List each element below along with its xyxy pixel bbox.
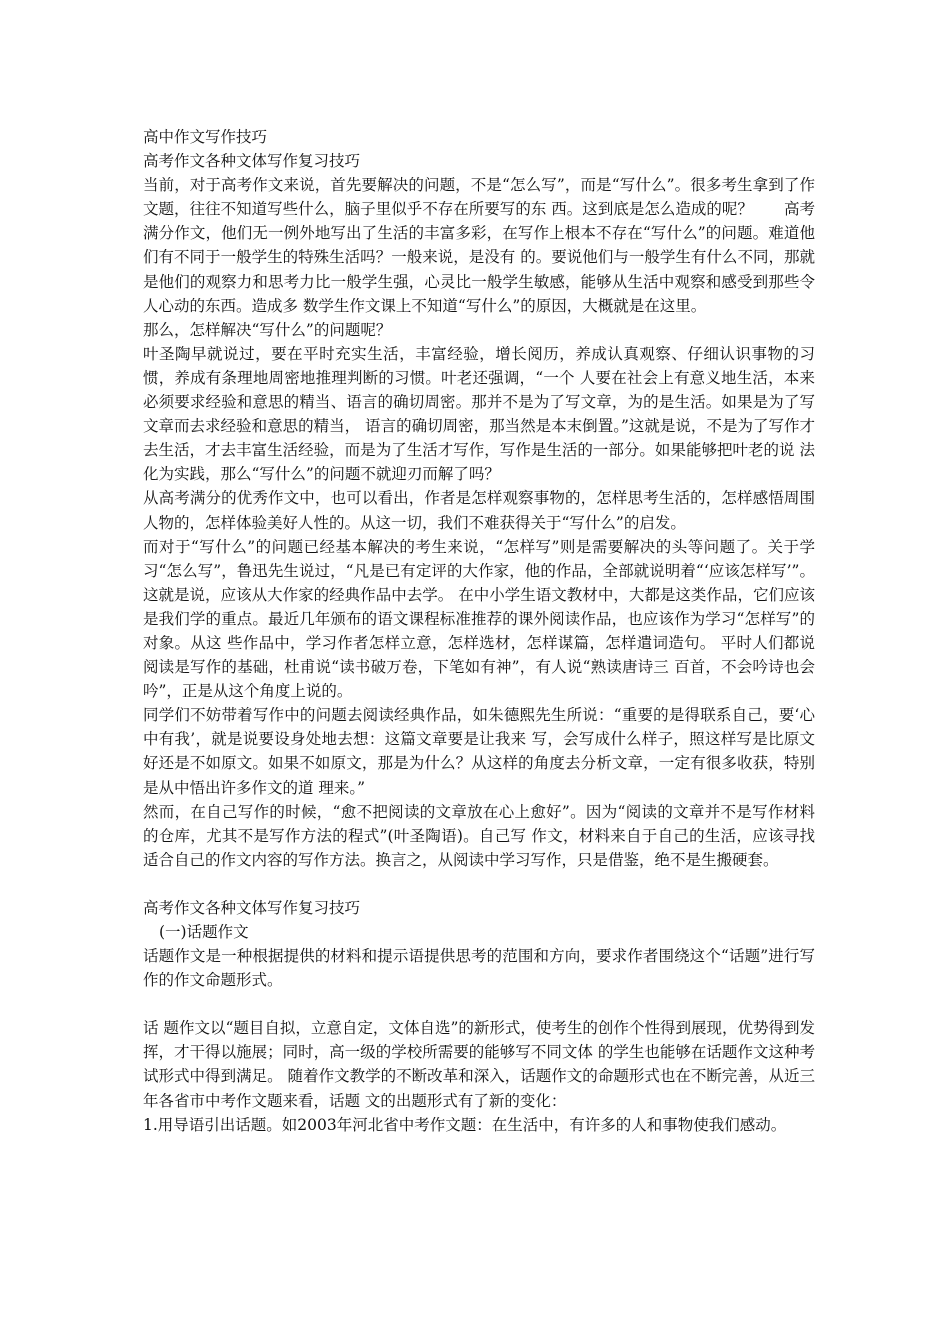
paragraph-2: 那么，怎样解决“写什么”的问题呢？ — [143, 320, 392, 339]
paragraph-7: 然而，在自己写作的时候，“愈不把阅读的文章放在心上愈好”。因为“阅读的文章并不是写作材料的仓库，尤其不是写作方法的程式”(叶圣陶语)。自己写 作文，材料来自于自己的生活，应该寻找适合自己的作文内容的写作方法。换言之，从阅读中学习写作，只是借鉴，绝不是生搬硬套。 — [143, 802, 815, 869]
paragraph-4: 从高考满分的优秀作文中，也可以看出，作者是怎样观察事物的，怎样思考生活的，怎样感悟周围人物的，怎样体验美好人性的。从这一切，我们不难获得关于“写什么”的启发。 — [143, 489, 815, 532]
paragraph-1: 当前，对于高考作文来说，首先要解决的问题，不是“怎么写”，而是“写什么”。很多考生拿到了作文题，往往不知道写些什么，脑子里似乎不存在所要写的东 西。这到底是怎么造成的呢？ 高考满分作文，他们无一例外地写出了生活的丰富多彩，在写作上根本不存在“写什么”的问题。难道他们有不同于一般学生的特殊生活吗？一般来说，是没有 的。要说他们与一般学生有什么不同，那就是他们的观察力和思考力比一般学生强，心灵比一般学生敏感，能够从生活中观察和感受到那些令人心动的东西。造成多 数学生作文课上不知道“写什么”的原因，大概就是在这里。 — [143, 176, 815, 315]
section2-paragraph-3: 1.用导语引出话题。如2003年河北省中考作文题：在生活中，有许多的人和事物使我们感动。 — [143, 1115, 787, 1134]
paragraph-6: 同学们不妨带着写作中的问题去阅读经典作品，如朱德熙先生所说：“重要的是得联系自己，要‘心中有我’，就是说要设身处地去想：这篇文章要是让我来 写，会写成什么样子，照这样写是比原文好还是不如原文。如果不如原文，那是为什么？从这样的角度去分析文章，一定有很多收获，特别是从中悟出许多作文的道 理来。” — [143, 706, 815, 797]
paragraph-3: 叶圣陶早就说过，要在平时充实生活，丰富经验，增长阅历，养成认真观察、仔细认识事物的习惯，养成有条理地周密地推理判断的习惯。叶老还强调，“一个 人要在社会上有意义地生活，本来必须要求经验和意思的精当、语言的确切周密。那并不是为了写文章，为的是生活。如果是为了写文章而去求经验和意思的精当， 语言的确切周密，那当然是本末倒置。”这就是说，不是为了写作才去生活，才去丰富生活经验，而是为了生活才写作，写作是生活的一部分。如果能够把叶老的说 法化为实践，那么“写什么”的问题不就迎刃而解了吗？ — [143, 344, 815, 484]
subsection-title: (一)话题作文 — [159, 923, 249, 941]
section2-title: 高考作文各种文体写作复习技巧 — [143, 898, 361, 917]
section2-paragraph-1: 话题作文是一种根据提供的材料和提示语提供思考的范围和方向，要求作者围绕这个“话题”进行写作的作文命题形式。 — [143, 947, 815, 990]
section2-paragraph-gap — [143, 992, 815, 1016]
section-title: 高考作文各种文体写作复习技巧 — [143, 152, 361, 171]
paragraph-5: 而对于“写什么”的问题已经基本解决的考生来说，“怎样写”则是需要解决的头等问题了。关于学习“怎么写”，鲁迅先生说过，“凡是已有定评的大作家，他的作品，全部就说明着“‘应该怎样写’”。这就是说，应该从大作家的经典作品中去学。 在中小学生语文教材中，大都是这类作品，它们应该是我们学的重点。最近几年颁布的语文课程标准推荐的课外阅读作品，也应该作为学习“怎样写”的对象。从这 些作品中，学习作者怎样立意，怎样选材，怎样谋篇，怎样遣词造句。 平时人们都说阅读是写作的基础，杜甫说“读书破万卷，下笔如有神”，有人说“熟读唐诗三 百首，不会吟诗也会吟”，正是从这个角度上说的。 — [143, 537, 815, 701]
document-title: 高中作文写作技巧 — [143, 128, 268, 146]
section-gap — [143, 872, 815, 896]
section2-paragraph-2: 话 题作文以“题目自拟，立意自定，文体自选”的新形式，使考生的创作个性得到展现，优势得到发挥，才干得以施展；同时，高一级的学校所需要的能够写不同文体 的学生也能够在话题作文这种考试形式中得到满足。 随着作文教学的不断改革和深入，话题作文的命题形式也在不断完善，从近三年各省市中考作文题来看，话题 文的出题形式有了新的变化： — [143, 1019, 815, 1110]
document-page — [143, 125, 815, 1137]
